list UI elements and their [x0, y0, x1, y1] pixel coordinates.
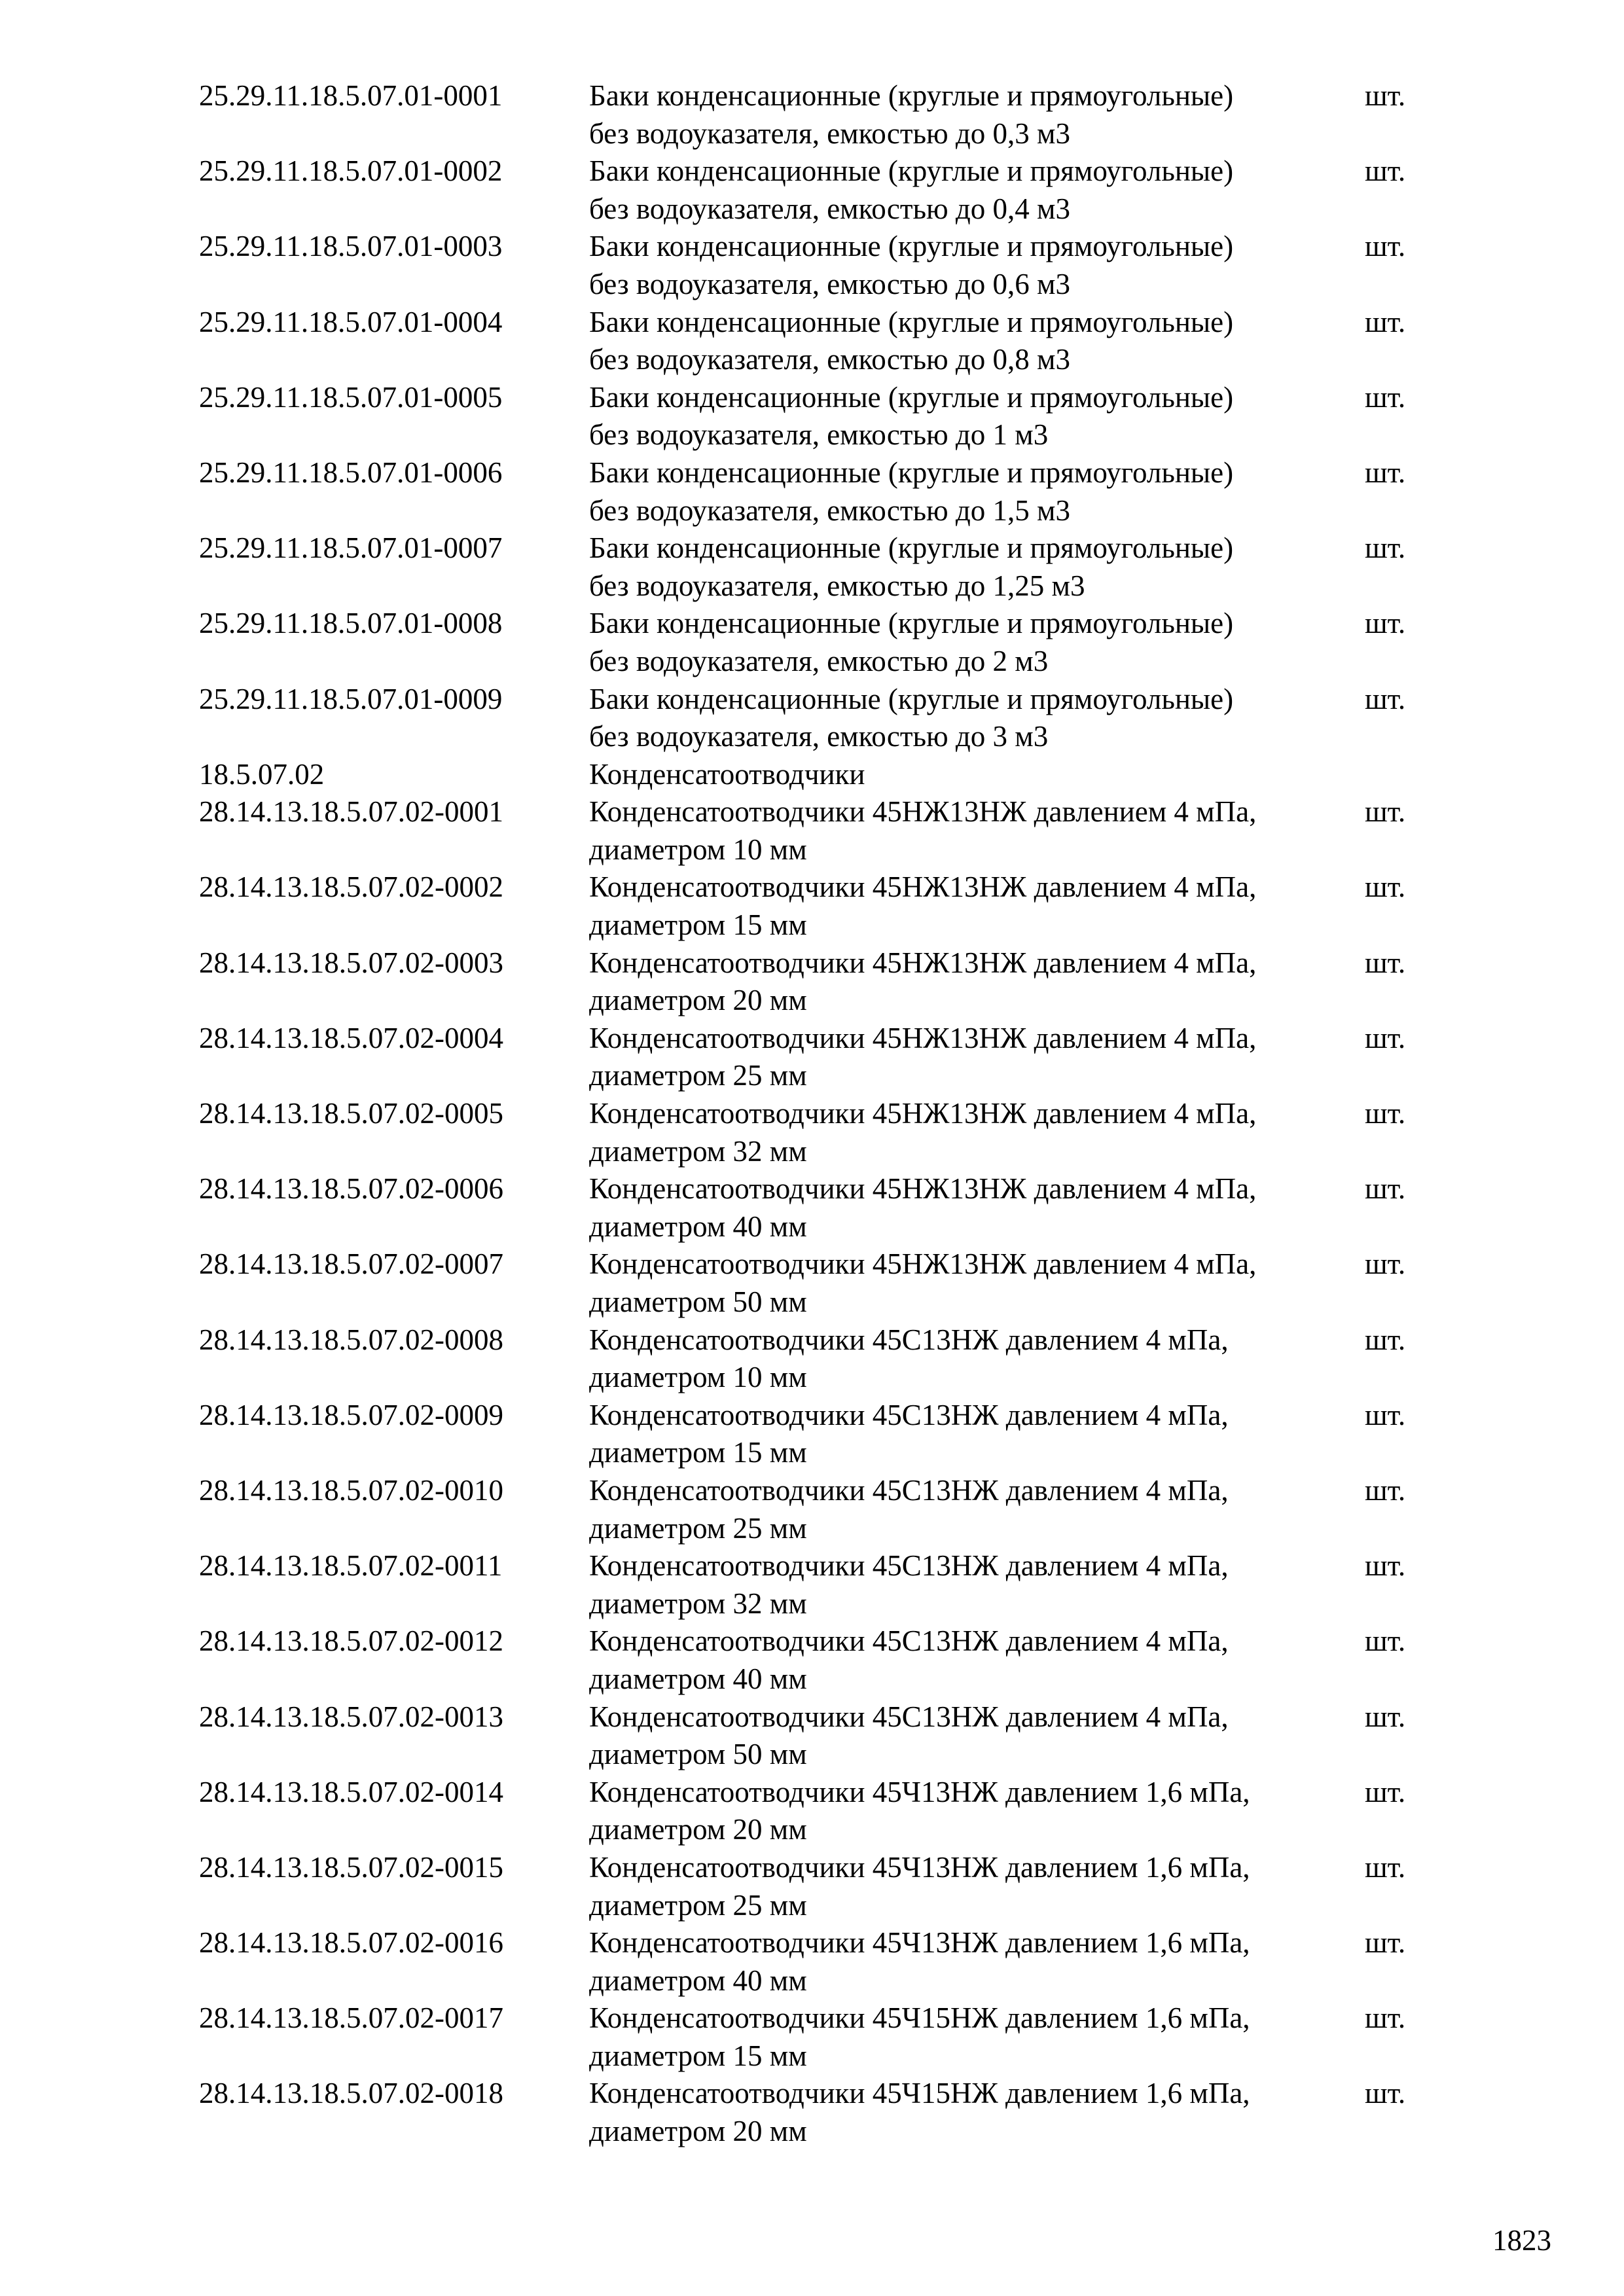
- resource-name-line: Баки конденсационные (круглые и прямоугольные): [589, 456, 1234, 489]
- resource-name-line: диаметром 15 мм: [589, 908, 807, 942]
- resource-code: 28.14.13.18.5.07.02-0003: [199, 946, 503, 979]
- unit-of-measure: шт.: [1365, 1775, 1406, 1808]
- table-row: [199, 1170, 1443, 1246]
- unit-of-measure: шт.: [1365, 1247, 1406, 1281]
- resource-name-line: Конденсатоотводчики 45Ч13НЖ давлением 1,6 мПа,: [589, 1850, 1250, 1884]
- resource-name: [589, 1547, 1365, 1623]
- table-row: [199, 379, 1443, 454]
- resource-name-line: Конденсатоотводчики 45Ч15НЖ давлением 1,6 мПа,: [589, 2001, 1250, 2035]
- resource-name: [589, 1170, 1365, 1246]
- resource-name-line: без водоуказателя, емкостью до 0,6 м3: [589, 267, 1071, 300]
- resource-name-line: Конденсатоотводчики 45С13НЖ давлением 4 мПа,: [589, 1473, 1229, 1507]
- unit-of-measure: шт.: [1365, 1473, 1406, 1507]
- resource-name-line: Конденсатоотводчики 45С13НЖ давлением 4 мПа,: [589, 1549, 1229, 1583]
- resource-name-line: Конденсатоотводчики 45НЖ13НЖ давлением 4 мПа,: [589, 1097, 1257, 1130]
- resource-name-line: Конденсатоотводчики 45НЖ13НЖ давлением 4 мПа,: [589, 1021, 1257, 1054]
- table-row: [199, 1472, 1443, 1547]
- table-row: [199, 681, 1443, 756]
- resource-name-line: диаметром 20 мм: [589, 1813, 807, 1846]
- unit-of-measure: шт.: [1365, 2077, 1406, 2110]
- table-row: [199, 1397, 1443, 1472]
- resource-name: [589, 1623, 1365, 1698]
- resource-name: [589, 152, 1365, 228]
- table-row: [199, 1547, 1443, 1623]
- resource-name-line: диаметром 25 мм: [589, 1888, 807, 1922]
- resource-code: 25.29.11.18.5.07.01-0005: [199, 380, 503, 414]
- table-row: [199, 1095, 1443, 1170]
- table-row: [199, 793, 1443, 869]
- resource-code: 28.14.13.18.5.07.02-0016: [199, 1926, 503, 1960]
- resource-name-line: Баки конденсационные (круглые и прямоугольные): [589, 607, 1234, 640]
- resource-name-line: диаметром 25 мм: [589, 1059, 807, 1092]
- resource-name-line: Баки конденсационные (круглые и прямоугольные): [589, 380, 1234, 414]
- resource-code: 28.14.13.18.5.07.02-0008: [199, 1323, 503, 1356]
- resource-name-line: Конденсатоотводчики 45НЖ13НЖ давлением 4 мПа,: [589, 870, 1257, 904]
- resource-name-line: без водоуказателя, емкостью до 2 м3: [589, 644, 1049, 677]
- resource-name-line: Баки конденсационные (круглые и прямоугольные): [589, 230, 1234, 263]
- resource-code: 28.14.13.18.5.07.02-0001: [199, 795, 503, 829]
- table-row: [199, 1246, 1443, 1321]
- page-number: 1823: [1492, 2224, 1551, 2257]
- unit-of-measure: шт.: [1365, 1624, 1406, 1658]
- resource-name-line: Конденсатоотводчики 45НЖ13НЖ давлением 4 мПа,: [589, 795, 1257, 829]
- resource-name: [589, 1246, 1365, 1321]
- resource-name: [589, 944, 1365, 1020]
- table-row: [199, 1849, 1443, 1924]
- resource-name-line: без водоуказателя, емкостью до 1,5 м3: [589, 493, 1071, 527]
- resource-name-line: Конденсатоотводчики 45Ч13НЖ давлением 1,6 мПа,: [589, 1775, 1250, 1808]
- resource-code: 28.14.13.18.5.07.02-0009: [199, 1398, 503, 1431]
- resource-name-line: Баки конденсационные (круглые и прямоугольные): [589, 682, 1234, 715]
- resource-name-line: диаметром 10 мм: [589, 833, 807, 866]
- table-row: [199, 1774, 1443, 1849]
- resource-name-line: диаметром 15 мм: [589, 2039, 807, 2072]
- unit-of-measure: шт.: [1365, 1021, 1406, 1054]
- unit-of-measure: шт.: [1365, 154, 1406, 188]
- resource-name-line: диаметром 20 мм: [589, 2115, 807, 2148]
- unit-of-measure: шт.: [1365, 1549, 1406, 1583]
- resource-name-line: диаметром 32 мм: [589, 1134, 807, 1168]
- resource-name-line: Конденсатоотводчики 45С13НЖ давлением 4 мПа,: [589, 1624, 1229, 1658]
- resource-name: [589, 2075, 1365, 2150]
- resource-name-line: диаметром 20 мм: [589, 984, 807, 1017]
- table-row: [199, 2075, 1443, 2150]
- resource-code: 25.29.11.18.5.07.01-0002: [199, 154, 503, 188]
- table-row: [199, 944, 1443, 1020]
- unit-of-measure: шт.: [1365, 531, 1406, 565]
- resource-name-line: диаметром 50 мм: [589, 1738, 807, 1771]
- unit-of-measure: шт.: [1365, 1097, 1406, 1130]
- unit-of-measure: шт.: [1365, 1172, 1406, 1206]
- resource-code: 25.29.11.18.5.07.01-0004: [199, 305, 503, 338]
- resource-name: [589, 1397, 1365, 1472]
- table-row: [199, 869, 1443, 944]
- unit-of-measure: шт.: [1365, 305, 1406, 338]
- resource-code: 25.29.11.18.5.07.01-0008: [199, 607, 503, 640]
- resource-name-line: Конденсатоотводчики: [589, 757, 865, 791]
- unit-of-measure: шт.: [1365, 1323, 1406, 1356]
- resource-code: 28.14.13.18.5.07.02-0013: [199, 1700, 503, 1733]
- table-row: [199, 228, 1443, 303]
- table-row: [199, 529, 1443, 605]
- resource-name-line: без водоуказателя, емкостью до 0,4 м3: [589, 192, 1071, 225]
- resource-name: [589, 304, 1365, 379]
- resource-name-line: без водоуказателя, емкостью до 1,25 м3: [589, 569, 1085, 602]
- table-row: [199, 605, 1443, 680]
- resource-name-line: диаметром 40 мм: [589, 1964, 807, 1997]
- resource-name: [589, 228, 1365, 303]
- resource-code: 28.14.13.18.5.07.02-0002: [199, 870, 503, 904]
- resource-code: 28.14.13.18.5.07.02-0004: [199, 1021, 503, 1054]
- resource-name: [589, 1774, 1365, 1849]
- resource-code: 28.14.13.18.5.07.02-0007: [199, 1247, 503, 1281]
- resource-name-line: без водоуказателя, емкостью до 0,3 м3: [589, 117, 1071, 150]
- resource-code: 28.14.13.18.5.07.02-0011: [199, 1549, 503, 1583]
- table-row: [199, 1924, 1443, 2000]
- table-row: [199, 304, 1443, 379]
- unit-of-measure: шт.: [1365, 1700, 1406, 1733]
- resource-name: [589, 1698, 1365, 1774]
- resource-code: 25.29.11.18.5.07.01-0006: [199, 456, 503, 489]
- resource-name-line: без водоуказателя, емкостью до 0,8 м3: [589, 343, 1071, 376]
- resource-name-line: Конденсатоотводчики 45С13НЖ давлением 4 мПа,: [589, 1398, 1229, 1431]
- resource-name-line: без водоуказателя, емкостью до 1 м3: [589, 418, 1049, 452]
- resource-code: 28.14.13.18.5.07.02-0006: [199, 1172, 503, 1206]
- resource-name-line: Конденсатоотводчики 45НЖ13НЖ давлением 4 мПа,: [589, 1247, 1257, 1281]
- resource-name-line: Конденсатоотводчики 45Ч13НЖ давлением 1,6 мПа,: [589, 1926, 1250, 1960]
- unit-of-measure: шт.: [1365, 795, 1406, 829]
- table-row: [199, 1321, 1443, 1397]
- unit-of-measure: шт.: [1365, 682, 1406, 715]
- resource-name: [589, 529, 1365, 605]
- resource-code: 28.14.13.18.5.07.02-0015: [199, 1850, 503, 1884]
- resource-name-line: Баки конденсационные (круглые и прямоугольные): [589, 154, 1234, 188]
- resource-name-line: Баки конденсационные (круглые и прямоугольные): [589, 531, 1234, 565]
- resource-name-line: Конденсатоотводчики 45НЖ13НЖ давлением 4 мПа,: [589, 1172, 1257, 1206]
- resource-name: [589, 793, 1365, 869]
- resource-code: 28.14.13.18.5.07.02-0010: [199, 1473, 503, 1507]
- resource-name-line: Конденсатоотводчики 45Ч15НЖ давлением 1,6 мПа,: [589, 2077, 1250, 2110]
- unit-of-measure: шт.: [1365, 1398, 1406, 1431]
- unit-of-measure: шт.: [1365, 1926, 1406, 1960]
- resource-name: [589, 77, 1365, 152]
- resource-name-line: диаметром 40 мм: [589, 1210, 807, 1243]
- table-row: [199, 1623, 1443, 1698]
- unit-of-measure: шт.: [1365, 1850, 1406, 1884]
- resource-name-line: без водоуказателя, емкостью до 3 м3: [589, 720, 1049, 753]
- resource-name-line: диаметром 40 мм: [589, 1662, 807, 1695]
- resource-name: [589, 869, 1365, 944]
- unit-of-measure: шт.: [1365, 230, 1406, 263]
- resource-name-line: Конденсатоотводчики 45НЖ13НЖ давлением 4 мПа,: [589, 946, 1257, 979]
- table-row: [199, 77, 1443, 152]
- resource-name: [589, 2000, 1365, 2075]
- resource-code: 18.5.07.02: [199, 757, 325, 791]
- unit-of-measure: шт.: [1365, 380, 1406, 414]
- table-row: [199, 152, 1443, 228]
- resource-code: 25.29.11.18.5.07.01-0007: [199, 531, 503, 565]
- resource-code: 28.14.13.18.5.07.02-0012: [199, 1624, 503, 1658]
- resource-name: [589, 605, 1365, 680]
- table-row: [199, 1698, 1443, 1774]
- resource-name: [589, 1020, 1365, 1095]
- resource-table: [199, 77, 1443, 2151]
- resource-name: [589, 379, 1365, 454]
- resource-name: [589, 1849, 1365, 1924]
- resource-name: [589, 1321, 1365, 1397]
- resource-name: [589, 681, 1365, 756]
- resource-name-line: диаметром 50 мм: [589, 1285, 807, 1318]
- resource-code: 28.14.13.18.5.07.02-0014: [199, 1775, 503, 1808]
- resource-name-line: Баки конденсационные (круглые и прямоугольные): [589, 79, 1234, 112]
- resource-code: 28.14.13.18.5.07.02-0005: [199, 1097, 503, 1130]
- section-header-row: [199, 756, 1443, 794]
- resource-name-line: диаметром 10 мм: [589, 1361, 807, 1394]
- resource-name-line: Конденсатоотводчики 45С13НЖ давлением 4 мПа,: [589, 1323, 1229, 1356]
- resource-name: [589, 1472, 1365, 1547]
- resource-code: 28.14.13.18.5.07.02-0018: [199, 2077, 503, 2110]
- unit-of-measure: шт.: [1365, 870, 1406, 904]
- resource-name: [589, 454, 1365, 529]
- resource-name-line: диаметром 32 мм: [589, 1587, 807, 1620]
- unit-of-measure: шт.: [1365, 607, 1406, 640]
- resource-code: 25.29.11.18.5.07.01-0003: [199, 230, 503, 263]
- resource-code: 28.14.13.18.5.07.02-0017: [199, 2001, 503, 2035]
- table-row: [199, 2000, 1443, 2075]
- resource-code: 25.29.11.18.5.07.01-0001: [199, 79, 503, 112]
- table-row: [199, 454, 1443, 529]
- resource-name-line: Баки конденсационные (круглые и прямоугольные): [589, 305, 1234, 338]
- unit-of-measure: шт.: [1365, 456, 1406, 489]
- unit-of-measure: шт.: [1365, 79, 1406, 112]
- resource-name-line: Конденсатоотводчики 45С13НЖ давлением 4 мПа,: [589, 1700, 1229, 1733]
- resource-name: [589, 1095, 1365, 1170]
- resource-name-line: диаметром 25 мм: [589, 1511, 807, 1545]
- resource-name: [589, 756, 1365, 794]
- unit-of-measure: шт.: [1365, 2001, 1406, 2035]
- resource-name: [589, 1924, 1365, 2000]
- unit-of-measure: шт.: [1365, 946, 1406, 979]
- resource-code: 25.29.11.18.5.07.01-0009: [199, 682, 503, 715]
- resource-name-line: диаметром 15 мм: [589, 1436, 807, 1469]
- table-row: [199, 1020, 1443, 1095]
